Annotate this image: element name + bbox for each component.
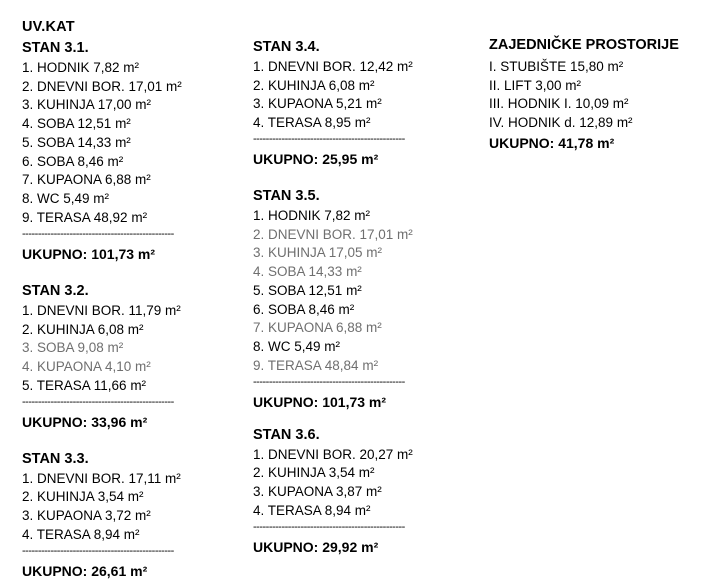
unit-total: UKUPNO: 101,73 m² [253, 393, 387, 410]
spacer [489, 18, 699, 36]
list-item: 5. SOBA 12,51 m² [253, 282, 362, 298]
unit-block-3-1 [22, 39, 247, 263]
list-item: 7. KUPAONA 6,88 m² [253, 320, 382, 336]
list-item: 7. KUPAONA 6,88 m² [22, 172, 151, 188]
separator: ------------------------------------------------ [22, 396, 174, 408]
unit-title: STAN 3.6. [253, 426, 320, 443]
list-item: 5. TERASA 11,66 m² [22, 377, 147, 393]
list-item: 4. TERASA 8,94 m² [22, 526, 140, 542]
unit-title: STAN 3.3. [22, 450, 89, 467]
list-item: 4. TERASA 8,95 m² [253, 115, 371, 131]
separator: ------------------------------------------------ [22, 228, 174, 240]
spacer [253, 168, 478, 187]
list-item: 2. DNEVNI BOR. 17,01 m² [22, 78, 182, 94]
column-middle [253, 18, 478, 556]
common-areas-list [489, 58, 699, 133]
column-right [489, 18, 699, 152]
unit-title: STAN 3.2. [22, 282, 89, 299]
page-title: UV.KAT [22, 19, 75, 35]
list-item: 9. TERASA 48,92 m² [22, 209, 148, 225]
list-item: III. HODNIK I. 10,09 m² [489, 96, 629, 112]
list-item: 6. SOBA 8,46 m² [22, 153, 124, 169]
unit-block-3-2 [22, 282, 247, 431]
list-item: 3. KUPAONA 3,87 m² [253, 484, 382, 500]
list-item: 4. SOBA 14,33 m² [253, 264, 362, 280]
spacer [22, 263, 247, 282]
spacer [22, 431, 247, 450]
unit-total: UKUPNO: 26,61 m² [22, 562, 148, 579]
spacer [253, 411, 478, 426]
list-item: 5. SOBA 14,33 m² [22, 134, 131, 150]
unit-block-3-6 [253, 426, 478, 556]
spacer [253, 18, 478, 38]
list-item: 3. KUPAONA 5,21 m² [253, 96, 382, 112]
unit-total: UKUPNO: 25,95 m² [253, 150, 379, 167]
common-areas-total: UKUPNO: 41,78 m² [489, 134, 615, 151]
list-item: I. STUBIŠTE 15,80 m² [489, 58, 624, 74]
list-item: 9. TERASA 48,84 m² [253, 357, 379, 373]
list-item: 3. SOBA 9,08 m² [22, 340, 124, 356]
list-item: 1. HODNIK 7,82 m² [22, 59, 140, 75]
list-item: 3. KUPAONA 3,72 m² [22, 508, 151, 524]
list-item: 4. SOBA 12,51 m² [22, 116, 131, 132]
column-left [22, 18, 247, 580]
list-item: II. LIFT 3,00 m² [489, 77, 582, 93]
list-item: 8. WC 5,49 m² [253, 339, 341, 355]
list-item: 4. KUPAONA 4,10 m² [22, 359, 151, 374]
list-item: 2. KUHINJA 6,08 m² [253, 77, 375, 93]
unit-item-list [253, 207, 478, 376]
list-item: 3. KUHINJA 17,00 m² [22, 97, 152, 113]
list-item: 1. DNEVNI BOR. 20,27 m² [253, 446, 413, 462]
unit-block-3-5 [253, 187, 478, 411]
list-item: 8. WC 5,49 m² [22, 191, 110, 207]
list-item: 2. KUHINJA 3,54 m² [253, 465, 375, 481]
unit-item-list [22, 59, 247, 228]
unit-item-list [22, 470, 247, 545]
list-item: 1. DNEVNI BOR. 11,79 m² [22, 302, 181, 318]
unit-item-list [253, 446, 478, 521]
unit-total: UKUPNO: 33,96 m² [22, 413, 148, 430]
unit-total: UKUPNO: 101,73 m² [22, 245, 156, 262]
list-item: IV. HODNIK d. 12,89 m² [489, 115, 633, 131]
unit-title: STAN 3.5. [253, 188, 320, 205]
list-item: 1. HODNIK 7,82 m² [253, 207, 371, 223]
list-item: 2. DNEVNI BOR. 17,01 m² [253, 226, 413, 242]
list-item: 2. KUHINJA 3,54 m² [22, 489, 144, 505]
unit-block-3-4 [253, 38, 478, 168]
list-item: 4. TERASA 8,94 m² [253, 502, 371, 518]
separator: ------------------------------------------------ [253, 521, 405, 533]
list-item: 2. KUHINJA 6,08 m² [22, 321, 144, 337]
separator: ------------------------------------------------ [22, 545, 174, 557]
unit-title: STAN 3.1. [22, 40, 89, 57]
unit-total: UKUPNO: 29,92 m² [253, 538, 379, 555]
separator: ------------------------------------------------ [253, 133, 405, 145]
separator: ------------------------------------------------ [253, 376, 405, 388]
common-areas-title: ZAJEDNIČKE PROSTORIJE [489, 37, 679, 53]
list-item: 1. DNEVNI BOR. 17,11 m² [22, 470, 181, 486]
list-item: 3. KUHINJA 17,05 m² [253, 245, 383, 261]
unit-block-3-3 [22, 450, 247, 580]
common-areas-block [489, 36, 699, 152]
unit-item-list [22, 302, 247, 396]
list-item: 6. SOBA 8,46 m² [253, 301, 355, 317]
list-item: 1. DNEVNI BOR. 12,42 m² [253, 58, 413, 74]
unit-title: STAN 3.4. [253, 39, 320, 55]
unit-item-list [253, 58, 478, 133]
